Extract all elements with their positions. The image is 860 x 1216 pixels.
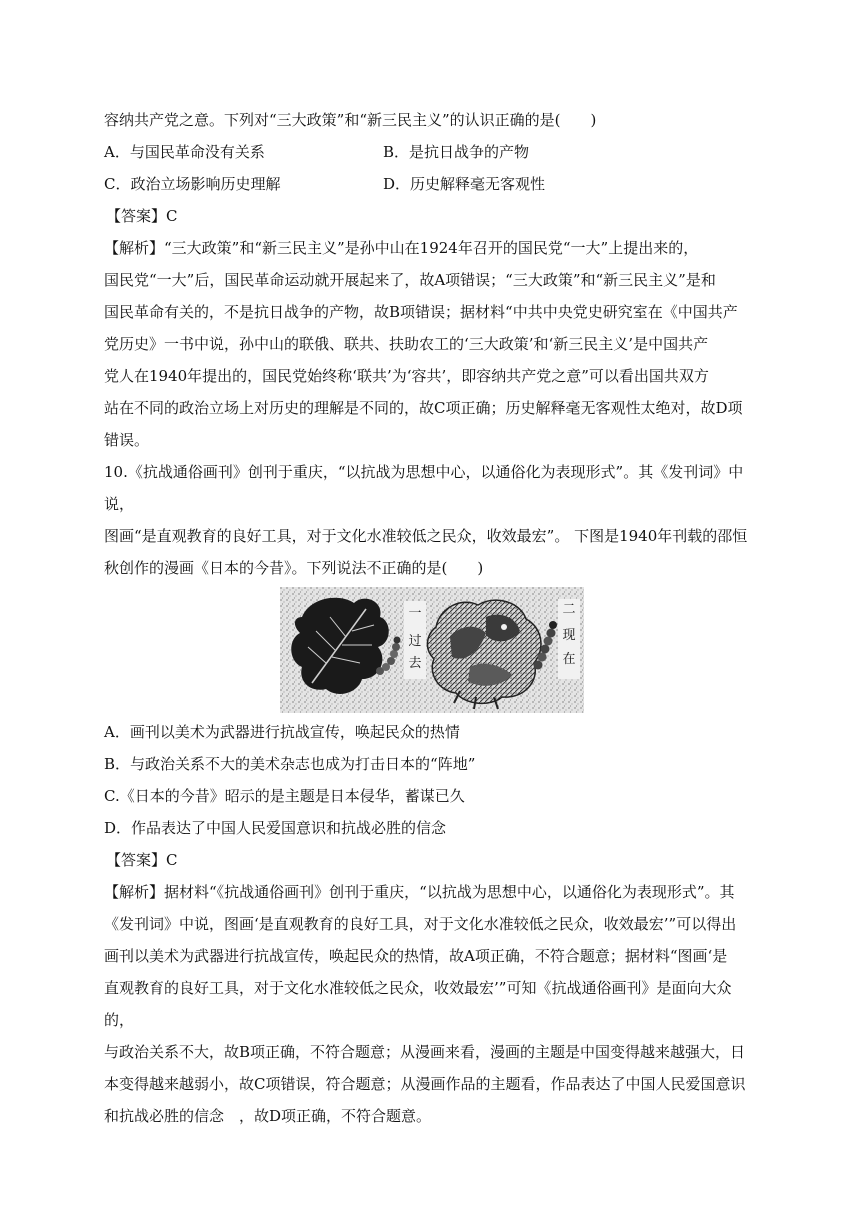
cartoon-figure: [104, 587, 760, 713]
q10-stem-line: 图画“是直观教育的良好工具，对于文化水准较低之民众，收效最宏”。 下图是1940年刊载的邵恒: [104, 527, 748, 545]
q10-analysis-line: 本变得越来越弱小，故C项错误，符合题意；从漫画作品的主题看，作品表达了中国人民爱国意识: [104, 1075, 746, 1093]
q9-analysis-line: 国民革命有关的，不是抗日战争的产物，故B项错误；据材料“中共中央党史研究室在《中国共产: [104, 303, 738, 321]
q10-analysis-line: 【解析】据材料“《抗战通俗画刊》创刊于重庆，“以抗战为思想中心，以通俗化为表现形式”。其: [104, 883, 735, 901]
q9-analysis-line: 错误。: [104, 431, 150, 449]
q10-analysis-line: 直观教育的良好工具，对于文化水准较低之民众，收效最宏’”可知《抗战通俗画刊》是面向大众的，: [104, 979, 732, 1029]
right-caption-char: 现: [562, 628, 576, 643]
q9-stem-tail: 容纳共产党之意。下列对“三大政策”和“新三民主义”的认识正确的是( ): [104, 111, 597, 129]
q10-analysis: [104, 876, 760, 1132]
q10-option-d: D．作品表达了中国人民爱国意识和抗战必胜的信念: [104, 819, 447, 837]
document-page: [104, 104, 760, 1132]
q9-options-row-1: [104, 136, 760, 168]
right-caption-char: 在: [562, 652, 576, 667]
q10-analysis-line: 和抗战必胜的信念 ，故D项正确，不符合题意。: [104, 1107, 432, 1125]
left-caption-char: 去: [408, 656, 422, 671]
left-caption-char: 一: [408, 606, 422, 621]
q10-option-a: A．画刊以美术为武器进行抗战宣传，唤起民众的热情: [104, 723, 460, 741]
q9-analysis: [104, 232, 760, 456]
q9-option-c: C．政治立场影响历史理解: [104, 175, 281, 193]
q9-option-b: B．是抗日战争的产物: [383, 143, 530, 161]
q9-option-a: A．与国民革命没有关系: [104, 143, 265, 161]
q9-analysis-line: 党人在1940年提出的，国民党始终称‘联共’为‘容共’，即容纳共产党之意”可以看出国共双方: [104, 367, 709, 385]
q10-answer: 【答案】C: [106, 851, 178, 869]
right-caption-char: 二: [562, 602, 576, 617]
q9-option-d: D．历史解释毫无客观性: [383, 175, 546, 193]
q10-option-b: B．与政治关系不大的美术杂志也成为打击日本的“阵地”: [104, 755, 476, 773]
q10-stem-line: 10.《抗战通俗画刊》创刊于重庆，“以抗战为思想中心，以通俗化为表现形式”。其《发刊词》中说，: [104, 463, 744, 513]
q10-analysis-line: 《发刊词》中说，图画‘是直观教育的良好工具，对于文化水准较低之民众，收效最宏’”可以得出: [104, 915, 737, 933]
q10-analysis-line: 画刊以美术为武器进行抗战宣传，唤起民众的热情，故A项正确，不符合题意；据材料“图画‘是: [104, 947, 728, 965]
q9-analysis-line: 站在不同的政治立场上对历史的理解是不同的，故C项正确；历史解释毫无客观性太绝对，故D项: [104, 399, 743, 417]
q9-analysis-line: 【解析】“三大政策”和“新三民主义”是孙中山在1924年召开的国民党“一大”上提出来的，: [104, 239, 699, 257]
q9-analysis-line: 党历史》一书中说，孙中山的联俄、联共、扶助农工的‘三大政策’和‘新三民主义’是中国共产: [104, 335, 709, 353]
q9-analysis-line: 国民党“一大”后，国民革命运动就开展起来了，故A项错误；“三大政策”和“新三民主义”是和: [104, 271, 716, 289]
q10-option-c: C.《日本的今昔》昭示的是主题是日本侵华，蓄谋已久: [104, 787, 465, 805]
left-caption-char: 过: [408, 634, 422, 649]
q10-stem: [104, 456, 760, 584]
q10-stem-line: 秋创作的漫画《日本的今昔》。下列说法不正确的是( ): [104, 559, 484, 577]
q9-options-row-2: [104, 168, 760, 200]
q10-analysis-line: 与政治关系不大，故B项正确，不符合题意；从漫画来看，漫画的主题是中国变得越来越强大，日: [104, 1043, 746, 1061]
cartoon-image: [280, 587, 584, 713]
q9-answer: 【答案】C: [106, 207, 178, 225]
